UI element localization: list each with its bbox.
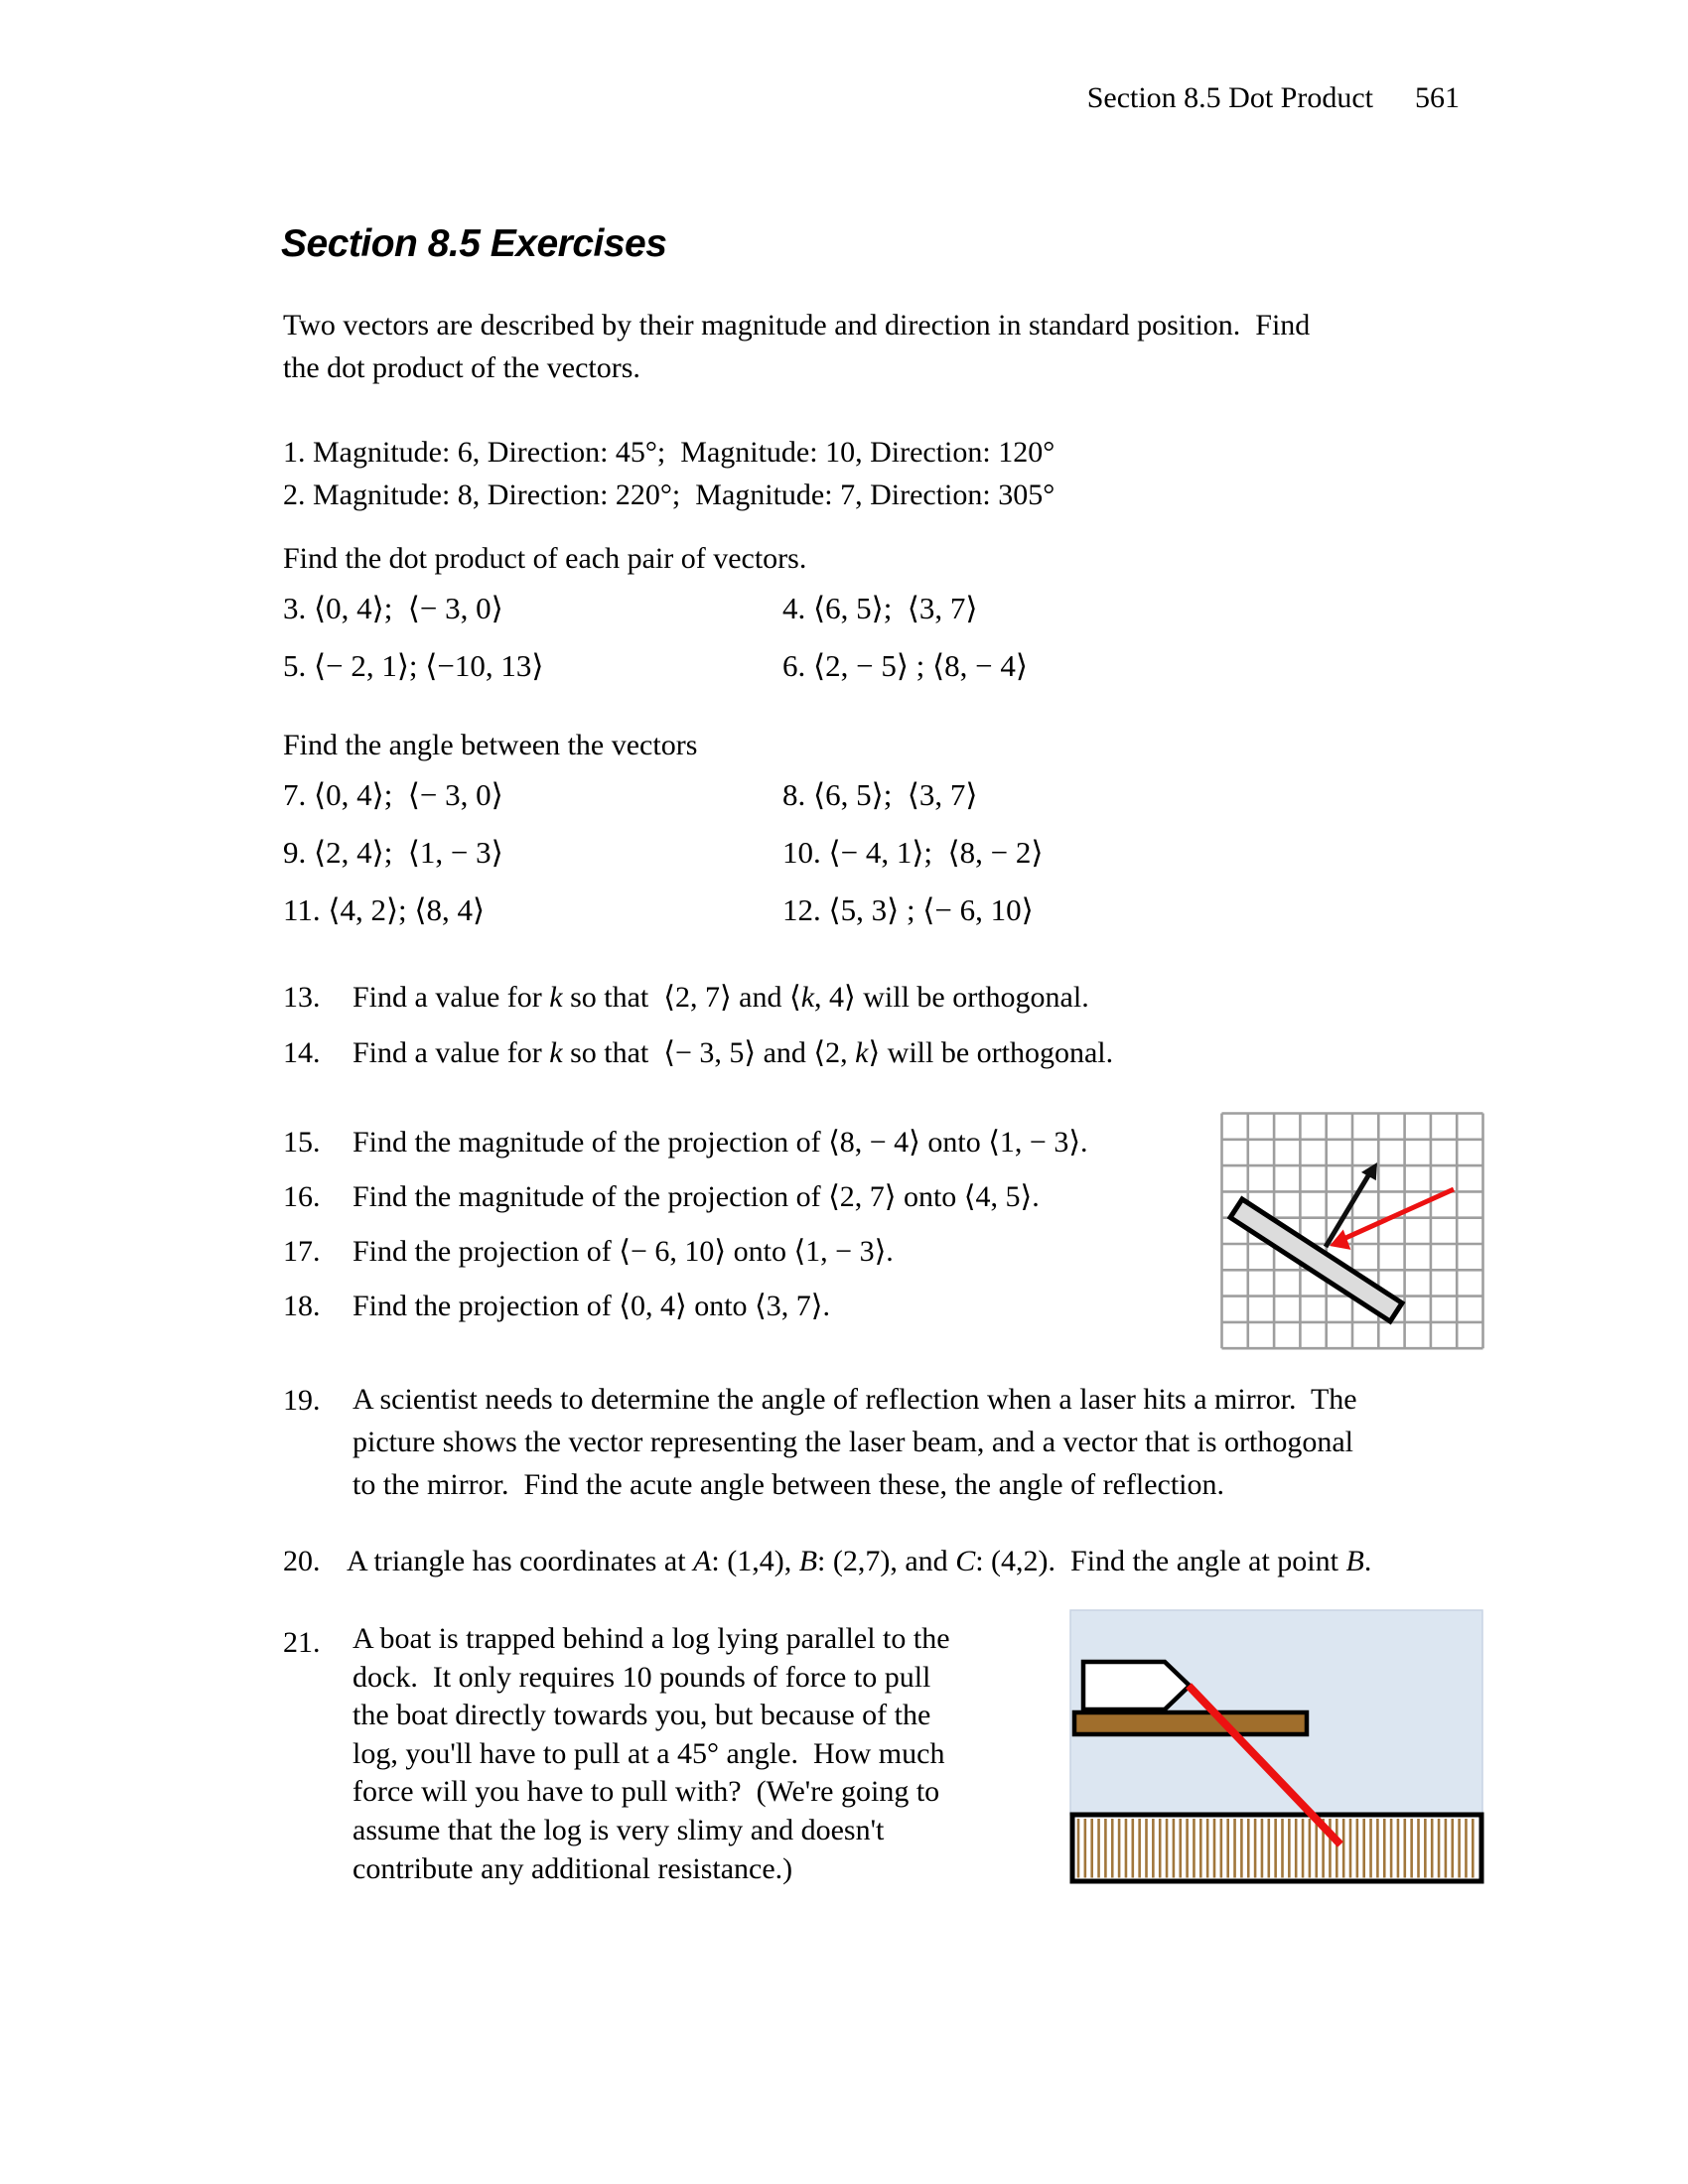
problem-14-text: Find a value for k so that ⟨− 3, 5⟩ and ⟨2, k⟩ will be orthogonal. (352, 1036, 1114, 1069)
figure-boat-dock (1068, 1608, 1485, 1886)
problems-1-2: 1. Magnitude: 6, Direction: 45°; Magnitude: 10, Direction: 120° 2. Magnitude: 8, Direction: 220°; Magnitude: 7, Direction: 305° (283, 436, 1055, 511)
problem-14 (283, 1030, 1113, 1076)
problem-19-number: 19. (283, 1384, 321, 1417)
problem-19 (283, 1378, 1357, 1506)
problem-17-text: Find the projection of ⟨− 6, 10⟩ onto ⟨1, − 3⟩. (352, 1235, 894, 1268)
problem-6: 6. ⟨2, − 5⟩ ; ⟨8, − 4⟩ (782, 648, 1028, 683)
problem-4: 4. ⟨6, 5⟩; ⟨3, 7⟩ (782, 591, 978, 625)
problem-9: 9. ⟨2, 4⟩; ⟨1, − 3⟩ (283, 835, 503, 870)
instruction-angle-between: Find the angle between the vectors (283, 729, 698, 761)
log (1074, 1712, 1307, 1734)
problem-5: 5. ⟨− 2, 1⟩; ⟨−10, 13⟩ (283, 648, 544, 683)
problem-14-number: 14. (283, 1036, 321, 1069)
problem-11: 11. ⟨4, 2⟩; ⟨8, 4⟩ (283, 892, 486, 927)
problem-13-text: Find a value for k so that ⟨2, 7⟩ and ⟨k, 4⟩ will be orthogonal. (352, 981, 1089, 1014)
problem-17 (283, 1229, 894, 1275)
problem-16-number: 16. (283, 1180, 321, 1213)
problem-16 (283, 1174, 1040, 1220)
problem-12: 12. ⟨5, 3⟩ ; ⟨− 6, 10⟩ (782, 892, 1034, 927)
problem-20-number: 20. (283, 1545, 321, 1577)
problem-15-number: 15. (283, 1126, 321, 1159)
figure-laser-mirror (1220, 1112, 1484, 1350)
problem-13-number: 13. (283, 981, 321, 1014)
problem-18-text: Find the projection of ⟨0, 4⟩ onto ⟨3, 7⟩. (352, 1290, 830, 1322)
page-number: 561 (1415, 81, 1460, 114)
problem-21-text: A boat is trapped behind a log lying parallel to the dock. It only requires 10 pounds of force to pull the boat directly towards you, but because of the log, you'll have to pull at a 45° angle. How much force will you have to pull with? (We're going to assume that the log is very slimy and doesn't contribute any additional resistance.) (352, 1622, 950, 1885)
problem-20 (283, 1539, 1371, 1584)
problem-10: 10. ⟨− 4, 1⟩; ⟨8, − 2⟩ (782, 835, 1044, 870)
problem-18-number: 18. (283, 1290, 321, 1322)
running-header-text: Section 8.5 Dot Product (1086, 81, 1373, 114)
section-title: Section 8.5 Exercises (281, 222, 667, 265)
instruction-dot-product: Find the dot product of each pair of vectors. (283, 542, 807, 575)
boat-dock-svg (1068, 1608, 1485, 1886)
problem-18 (283, 1284, 830, 1329)
problem-19-text: A scientist needs to determine the angle of reflection when a laser hits a mirror. The picture shows the vector representing the laser beam, and a vector that is orthogonal to the mirror. Find the acute angle between these, the angle of reflection. (352, 1383, 1357, 1501)
boat (1083, 1662, 1190, 1709)
laser-beam-arrow (1330, 1189, 1454, 1250)
dock (1072, 1815, 1481, 1881)
problem-8: 8. ⟨6, 5⟩; ⟨3, 7⟩ (782, 777, 978, 812)
problem-16-text: Find the magnitude of the projection of ⟨2, 7⟩ onto ⟨4, 5⟩. (352, 1180, 1040, 1213)
problem-21-number: 21. (283, 1626, 321, 1659)
problem-15 (283, 1120, 1088, 1165)
problem-20-text: A triangle has coordinates at A: (1,4), B: (2,7), and C: (4,2). Find the angle at point B. (347, 1545, 1372, 1577)
problem-17-number: 17. (283, 1235, 321, 1268)
problem-7: 7. ⟨0, 4⟩; ⟨− 3, 0⟩ (283, 777, 503, 812)
intro-paragraph: Two vectors are described by their magnitude and direction in standard position. Find the dot product of the vectors. (283, 309, 1311, 384)
problem-3: 3. ⟨0, 4⟩; ⟨− 3, 0⟩ (283, 591, 503, 625)
problem-13 (283, 975, 1089, 1021)
laser-mirror-svg (1220, 1112, 1484, 1350)
problem-21 (283, 1620, 950, 1888)
problem-15-text: Find the magnitude of the projection of ⟨8, − 4⟩ onto ⟨1, − 3⟩. (352, 1126, 1088, 1159)
running-header (0, 81, 1460, 115)
